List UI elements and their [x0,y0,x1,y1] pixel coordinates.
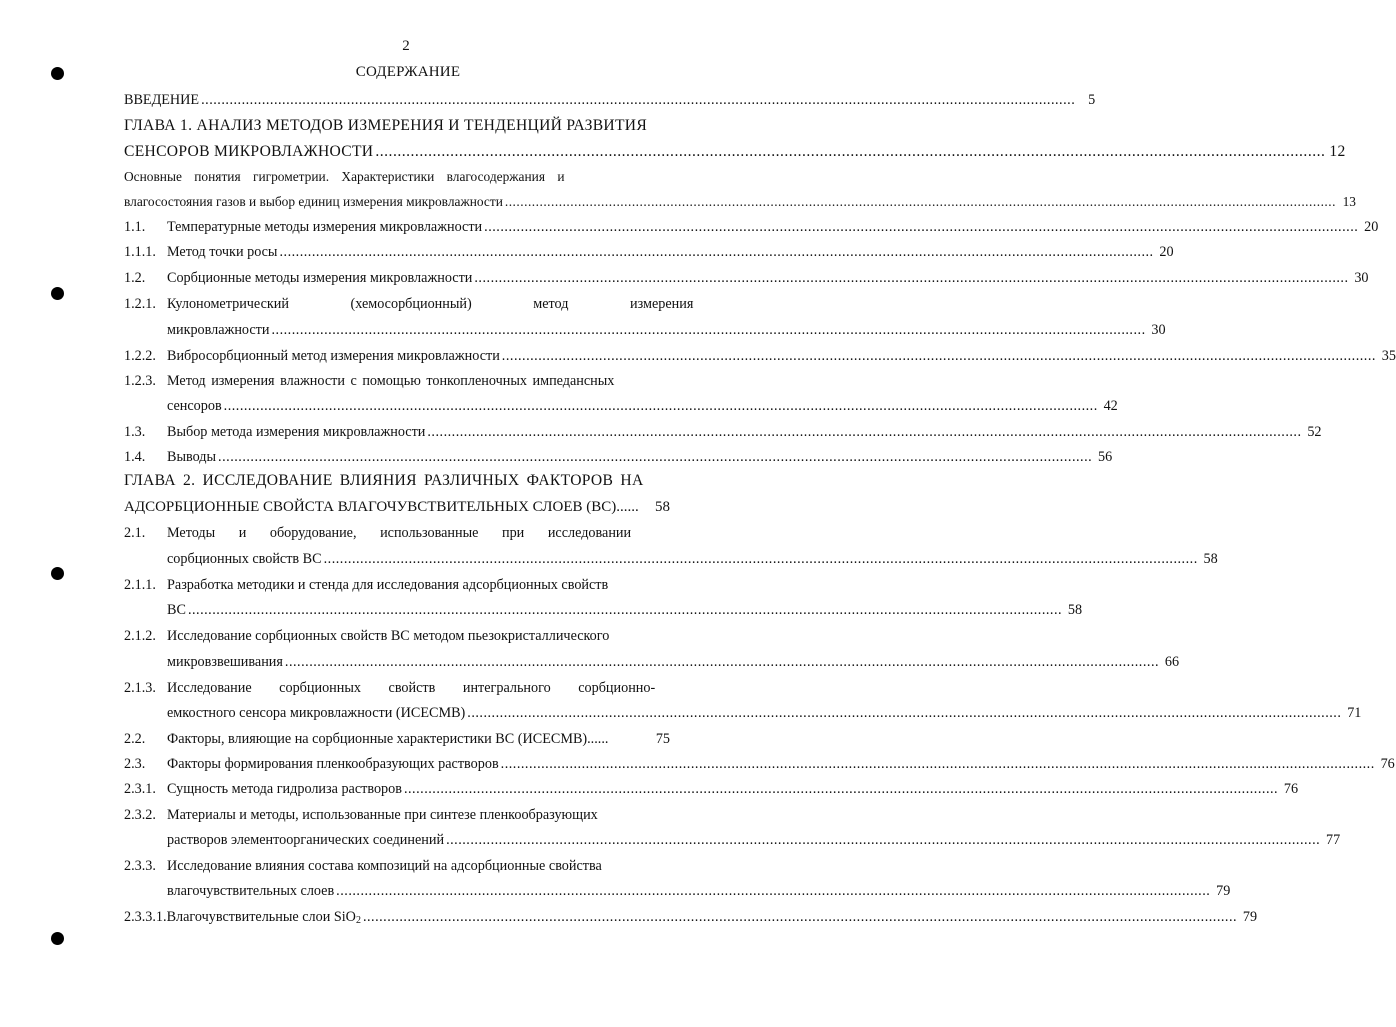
toc-entry[interactable]: Сорбционные методы измерения микровлажности ........................................................................................................................................................................................................................ 30 [167,270,1369,286]
toc-entry[interactable]: микровлажности ........................................................................................................................................................................................................................ 30 [167,322,1166,338]
page-title: СОДЕРЖАНИЕ [355,64,461,80]
toc-entry[interactable]: СЕНСОРОВ МИКРОВЛАЖНОСТИ ........................................................................................................................................................................................................................ 12 [124,143,1346,160]
toc-entry-line: Исследование сорбционных свойств интегрального сорбционно- [167,680,656,696]
section-number: 2.1.1. [124,577,156,593]
section-number: 2.3.3. [124,858,156,874]
toc-entry[interactable]: Вибросорбционный метод измерения микровлажности ........................................................................................................................................................................................................................ 35 [167,348,1396,364]
toc-entry[interactable]: Факторы, влияющие на сорбционные характеристики ВС (ИСЕСМВ)...... 75 [167,731,670,747]
section-number: 2.3.1. [124,781,156,797]
section-number: 2.3. [124,756,146,772]
toc-entry[interactable]: Метод точки росы ........................................................................................................................................................................................................................ 20 [167,244,1174,260]
section-number: 1.3. [124,424,146,440]
toc-entry-line [124,470,670,492]
section-number: 1.2.1. [124,296,156,312]
punch-hole-mark [51,932,64,945]
section-number: 2.1.2. [124,628,156,644]
toc-entry[interactable]: влагочувствительных слоев ........................................................................................................................................................................................................................ 79 [167,883,1231,899]
toc-entry-line [124,115,670,137]
toc-entry[interactable]: АДСОРБЦИОННЫЕ СВОЙСТА ВЛАГОЧУВСТВИТЕЛЬНЫХ СЛОЕВ (ВС)...... 58 [124,499,670,515]
toc-entry[interactable]: Выбор метода измерения микровлажности ........................................................................................................................................................................................................................ 52 [167,424,1322,440]
toc-entry-line: Разработка методики и стенда для исследования адсорбционных свойств [167,577,609,593]
toc-entry[interactable]: емкостного сенсора микровлажности (ИСЕСМВ) ........................................................................................................................................................................................................................ 71 [167,705,1362,721]
section-number: 1.1.1. [124,244,156,260]
toc-entry[interactable]: Выводы ........................................................................................................................................................................................................................ 56 [167,449,1113,465]
toc-entry[interactable]: ВВЕДЕНИЕ ........................................................................................................................................................................................................................ 5 [124,92,1096,108]
toc-entry[interactable]: микровзвешивания ........................................................................................................................................................................................................................ 66 [167,654,1180,670]
section-number: 1.2.2. [124,348,156,364]
section-number: 1.4. [124,449,146,465]
toc-entry[interactable]: сенсоров ........................................................................................................................................................................................................................ 42 [167,398,1118,414]
punch-hole-mark [51,567,64,580]
chapter-heading: ГЛАВА 2. ИССЛЕДОВАНИЕ ВЛИЯНИЯ РАЗЛИЧНЫХ ФАКТОРОВ НА [124,472,644,489]
chapter-heading: ГЛАВА 1. АНАЛИЗ МЕТОДОВ ИЗМЕРЕНИЯ И ТЕНДЕНЦИЙ РАЗВИТИЯ [124,117,648,134]
page-number: 2 [402,38,410,54]
section-number: 2.2. [124,731,146,747]
punch-hole-mark [51,287,64,300]
section-number: 1.2. [124,270,146,286]
toc-entry[interactable]: ВС ........................................................................................................................................................................................................................ 58 [167,602,1083,618]
toc-entry[interactable]: растворов элементоорганических соединений ........................................................................................................................................................................................................................ 77 [167,832,1341,848]
toc-entry[interactable]: Факторы формирования пленкообразующих растворов ........................................................................................................................................................................................................................ 76 [167,756,1395,772]
section-number: 2.1.3. [124,680,156,696]
section-number: 2.3.2. [124,807,156,823]
toc-entry-line: Исследование сорбционных свойств ВС методом пьезокристаллического [167,628,610,644]
toc-entry[interactable]: влагосостояния газов и выбор единиц измерения микровлажности ........................................................................................................................................................................................................................ 13 [124,194,1356,209]
section-number: 2.3.3.1. [124,909,167,925]
section-number: 2.1. [124,525,146,541]
toc-entry-line: Методы и оборудование, использованные при исследовании [167,525,632,541]
toc-entry-line: Метод измерения влажности с помощью тонкопленочных импедансных [167,373,615,389]
toc-entry-line: Кулонометрический (хемосорбционный) метод измерения [167,296,694,312]
section-number: 1.2.3. [124,373,156,389]
toc-entry[interactable]: 2.3.3.1. Влагочувствительные слои SiO$_2$ ........................................................................................................................................................................................................................ 79 [124,906,670,928]
toc-entry[interactable]: Температурные методы измерения микровлажности ........................................................................................................................................................................................................................ 20 [167,219,1379,235]
toc-entry-line: Исследование влияния состава композиций на адсорбционные свойства [167,858,602,874]
toc-entry[interactable]: сорбционных свойств ВС ........................................................................................................................................................................................................................ 58 [167,551,1218,567]
toc-entry-line: Материалы и методы, использованные при синтезе пленкообразующих [167,807,598,823]
section-number: 1.1. [124,219,146,235]
toc-entry[interactable]: Сущность метода гидролиза растворов ........................................................................................................................................................................................................................ 76 [167,781,1299,797]
toc-entry-line: Основные понятия гигрометрии. Характеристики влагосодержания и [124,169,565,184]
